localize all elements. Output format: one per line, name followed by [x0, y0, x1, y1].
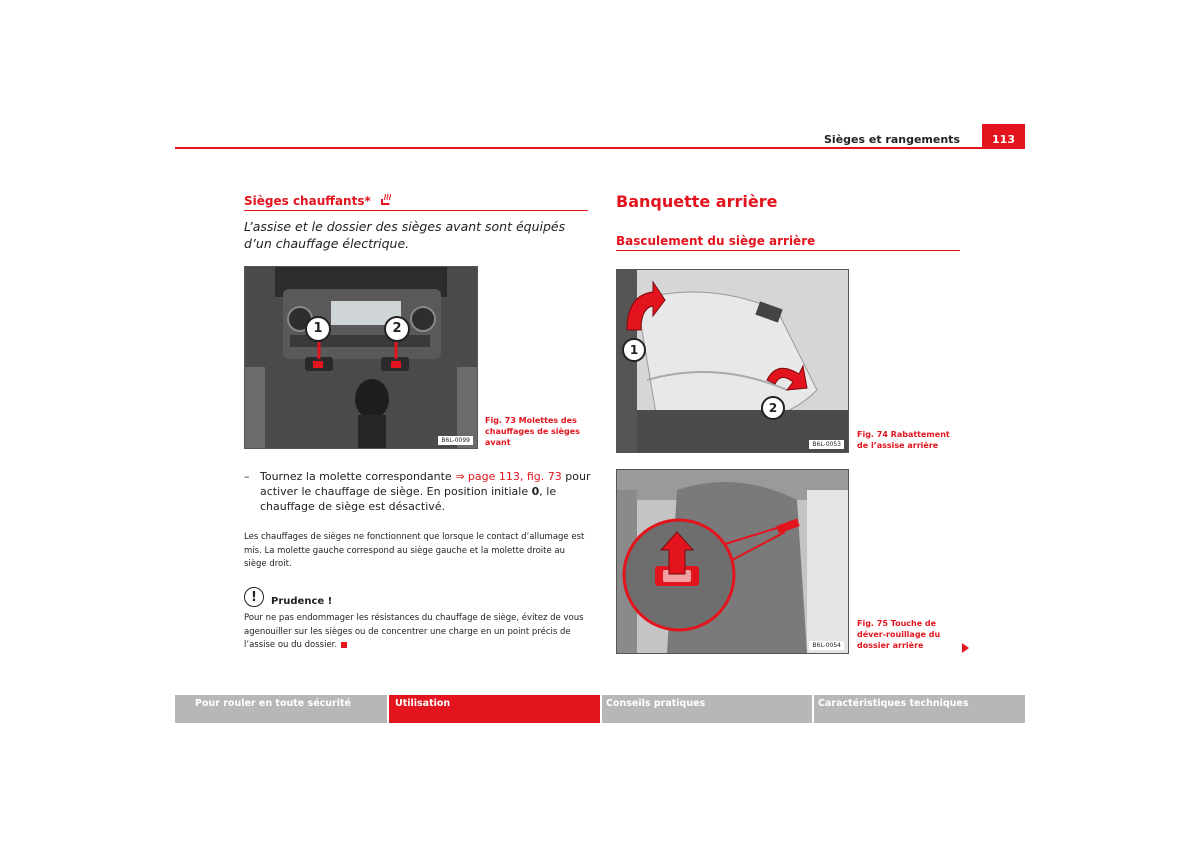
figure-74-caption: Fig. 74 Rabattement de l’assise arrière [857, 430, 950, 450]
callout-marker-2: 2 [384, 316, 410, 342]
heading-rule [244, 210, 588, 211]
step-text-pre: Tournez la molette correspondante [260, 470, 456, 483]
caution-title: Prudence ! [271, 596, 333, 607]
figure-reference-link[interactable]: ⇒ page 113, fig. 73 [455, 470, 562, 483]
seat-heating-icon [378, 193, 394, 207]
heading-text: Sièges chauffants* [244, 194, 371, 208]
running-header-title: Sièges et rangements [824, 133, 960, 146]
page-number: 113 [982, 124, 1025, 149]
callout-marker-1: 1 [305, 316, 331, 342]
section-end-marker [341, 642, 347, 648]
footer-tab-operation[interactable]: Utilisation [389, 695, 600, 723]
footer-tab-safety[interactable]: Pour rouler en toute sécurité [175, 695, 387, 723]
footer-tab-practical-tips[interactable]: Conseils pratiques [602, 695, 812, 723]
step-text-mid: pour activer le chauffage de siège. En position initiale [260, 470, 591, 498]
info-note: Les chauffages de sièges ne fonctionnent que lorsque le contact d’allumage est mis. La molette gauche correspond au siège gauche et la molette droite au siège droit. [244, 532, 585, 569]
section-heading-rear-bench: Banquette arrière [616, 192, 778, 211]
step-text-post: , le chauffage de siège est désactivé. [260, 485, 557, 513]
console-illustration [245, 267, 477, 448]
figure-75-caption: Fig. 75 Touche de déver-rouillage du dossier arrière [857, 619, 941, 650]
figure-73-caption: Fig. 73 Molettes des chauffages de sièges avant [485, 416, 580, 447]
figure-73-image [244, 266, 478, 449]
caution-text [244, 612, 590, 653]
intro-paragraph: L’assise et le dossier des sièges avant sont équipés d’un chauffage électrique. [244, 219, 566, 251]
instruction-step [244, 469, 594, 514]
subheading-rule [616, 250, 960, 251]
figure-74-image [616, 269, 849, 453]
section-heading-seat-heating [244, 193, 588, 208]
figure-code: B6L-0054 [809, 641, 844, 650]
step-text-bold: 0 [531, 485, 540, 498]
next-page-arrow-icon[interactable] [962, 643, 969, 653]
figure-code: B6L-0053 [809, 440, 844, 449]
seatback-release-illustration [617, 470, 848, 653]
figure-code: B6L-0099 [438, 436, 473, 445]
callout-marker-2: 2 [761, 396, 785, 420]
caution-icon: ! [244, 587, 264, 607]
callout-marker-1: 1 [622, 338, 646, 362]
subheading-fold-rear-seat: Basculement du siège arrière [616, 234, 816, 248]
step-dash: – [244, 470, 250, 483]
seat-cushion-illustration [617, 270, 848, 452]
figure-75-image [616, 469, 849, 654]
header-rule [175, 147, 1025, 149]
footer-tab-technical-data[interactable]: Caractéristiques techniques [814, 695, 1025, 723]
caution-body: Pour ne pas endommager les résistances du chauffage de siège, évitez de vous agenouiller sur les sièges ou de concentrer une charge en un point précis de l’assise ou du dossier. [244, 613, 584, 650]
